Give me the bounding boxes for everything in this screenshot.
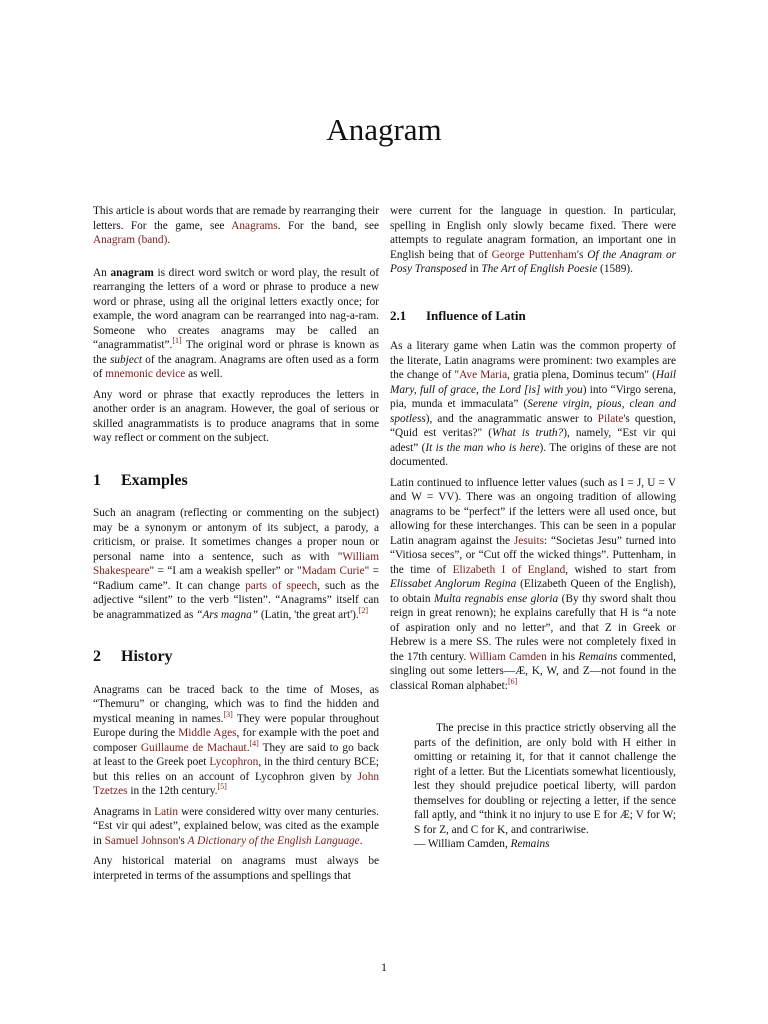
definition-paragraph: Any word or phrase that exactly reproduces the letters in another order is an anagram. However, the goal of serious or skilled anagrammatists is to produce anagrams that in some way reflect or comment on the subject. xyxy=(93,388,379,444)
mnemonic-device-link[interactable]: mnemonic device xyxy=(105,368,186,380)
right-column xyxy=(390,204,676,852)
dictionary-link[interactable]: A Dictionary of the English Language xyxy=(187,834,360,847)
quote-attribution: — William Camden, Remains xyxy=(414,838,550,850)
quote-text: The precise in this practice strictly observing all the parts of the definition, are only bold with H either in omitting or retaining it, for that it cannot challenge the right of a letter. But the Licentiats somewhat licentiously, lest they should prejudice poetical liberty, will pardon themselves for doubling or rejecting a letter, if the sence fall aptly, and “think it no injury to use E for Æ; V for W; S for Z, and C for K, and contrariwise. xyxy=(414,722,676,836)
continued-paragraph: were current for the language in question. In particular, spelling in English only slowly became fixed. There were attempts to regulate anagram formation, an important one in English being that of George Puttenham's Of the Anagram or Posy Transposed in The Art of English Poesie (1589). xyxy=(390,205,677,275)
left-column xyxy=(93,204,379,889)
page-number: 1 xyxy=(381,960,387,974)
latin-link[interactable]: Latin xyxy=(154,805,179,818)
page-title: Anagram xyxy=(326,112,442,147)
citation-5[interactable]: [5] xyxy=(217,782,227,792)
citation-1[interactable]: [1] xyxy=(172,336,182,346)
guillaume-de-machaut-link[interactable]: Guillaume de Machaut xyxy=(140,741,247,754)
william-shakespeare-link[interactable]: William Shakespeare xyxy=(93,550,379,577)
latin-games-paragraph: As a literary game when Latin was the common property of the literate, Latin anagrams were prominent: two examples are the change of "Ave Maria, gratia plena, Dominus tecum" (Hail Mary, full of grace, the Lord [is] with you) into “Virgo serena, pia, munda et immaculata” (Serene virgin, pious, clean and spotless), and the anagrammatic answer to Pilate's question, “Quid est veritas?" (What is truth?), namely, “Est vir qui adest” (It is the man who is here). The origins of these are not documented. xyxy=(390,340,677,468)
section-history-heading: 2 History xyxy=(93,648,173,665)
parts-of-speech-link[interactable]: parts of speech xyxy=(245,579,318,592)
citation-4[interactable]: [4] xyxy=(249,738,259,748)
examples-paragraph: Such an anagram (reflecting or commenting on the subject) may be a synonym or antonym of its subject, a parody, a criticism, or praise. It sometimes changes a proper noun or personal name into a sentence, such as with "William Shakespeare" = “I am a weakish speller” or "Madam Curie" = “Radium came”. It can change parts of speech, such as the adjective “silent” to the verb “listen”. “Anagrams” itself can be anagrammatized as “Ars magna” (Latin, 'the great art').[2] xyxy=(93,507,379,621)
history-paragraph: Anagrams can be traced back to the time of Moses, as “Themuru” or changing, which was to find the hidden and mystical meaning in names.[3] They were popular throughout Europe during the Middle Ages, for example with the poet and composer Guillaume de Machaut.[4] They are said to go back at least to the Greek poet Lycophron, in the third century BCE; but this relies on an account of Lycophron given by John Tzetzes in the 12th century.[5] xyxy=(93,683,379,797)
jesuits-link[interactable]: Jesuits xyxy=(513,534,544,547)
madam-curie-link[interactable]: Madam Curie xyxy=(301,565,365,577)
elizabeth-i-link[interactable]: Elizabeth I of England xyxy=(452,563,566,576)
middle-ages-link[interactable]: Middle Ages xyxy=(178,727,237,739)
citation-2[interactable]: [2] xyxy=(358,605,369,615)
samuel-johnson-link[interactable]: Samuel Johnson xyxy=(104,834,179,847)
letter-values-paragraph: Latin continued to influence letter values (such as I = J, U = V and W = VV). There was an ongoing tradition of allowing anagrams to be “perfect” if the letters were all used once, but allowing for these interchanges. This can be seen in a popular Latin anagram against the Jesuits: “Societas Jesu” turned into “Vitiosa seces”, or “Cut off the wicked things”. Puttenham, in the time of Elizabeth I of England, wished to start from Elissabet Anglorum Regina (Elizabeth Queen of the English), to obtain Multa regnabis ense gloria (By thy sword shalt thou reign in great renown); he explains carefully that H is “a note of aspiration only and no letter”, and that Z in Greek or Hebrew is a mere SS. The rules were not completely fixed in the 17th century. William Camden in his Remains commented, singling out some letters—Æ, K, W, and Z—not found in the classical Roman alphabet:[6] xyxy=(390,476,676,692)
hatnote: This article is about words that are remade by rearranging their letters. For the game, see Anagrams. For the band, see Anagram (band). xyxy=(93,205,379,246)
subsection-influence-of-latin-heading: 2.1 Influence of Latin xyxy=(390,307,526,323)
section-examples-heading: 1 Examples xyxy=(93,471,188,489)
george-puttenham-link[interactable]: George Puttenham xyxy=(491,248,577,261)
william-camden-link[interactable]: William Camden xyxy=(469,650,547,663)
anagram-band-link[interactable]: Anagram (band) xyxy=(93,234,168,246)
citation-3[interactable]: [3] xyxy=(223,709,233,719)
camden-blockquote xyxy=(414,721,676,852)
ave-maria-link[interactable]: Ave Maria xyxy=(459,369,508,381)
latin-paragraph: Anagrams in Latin were considered witty over many centuries. “Est vir qui adest”, explained below, was cited as the example in Samuel Johnson's A Dictionary of the English Language. xyxy=(93,805,379,847)
anagrams-link[interactable]: Anagrams xyxy=(231,219,278,232)
historical-material-paragraph: Any historical material on anagrams must always be interpreted in terms of the assumptions and spellings that xyxy=(93,855,379,882)
intro-paragraph: An anagram is direct word switch or word play, the result of rearranging the letters of a word or phrase to produce a new word or phrase, using all the original letters exactly once; for example, the word anagram can be rearranged into nag-a-ram. Someone who creates anagrams may be called an “anagrammatist”.[1] The original word or phrase is known as the subject of the anagram. Anagrams are often used as a form of mnemonic device as well. xyxy=(93,266,379,380)
pilate-link[interactable]: Pilate xyxy=(597,412,624,425)
john-tzetzes-link[interactable]: John Tzetzes xyxy=(93,770,379,797)
citation-6[interactable]: [6] xyxy=(507,676,518,686)
lycophron-link[interactable]: Lycophron xyxy=(209,756,259,768)
